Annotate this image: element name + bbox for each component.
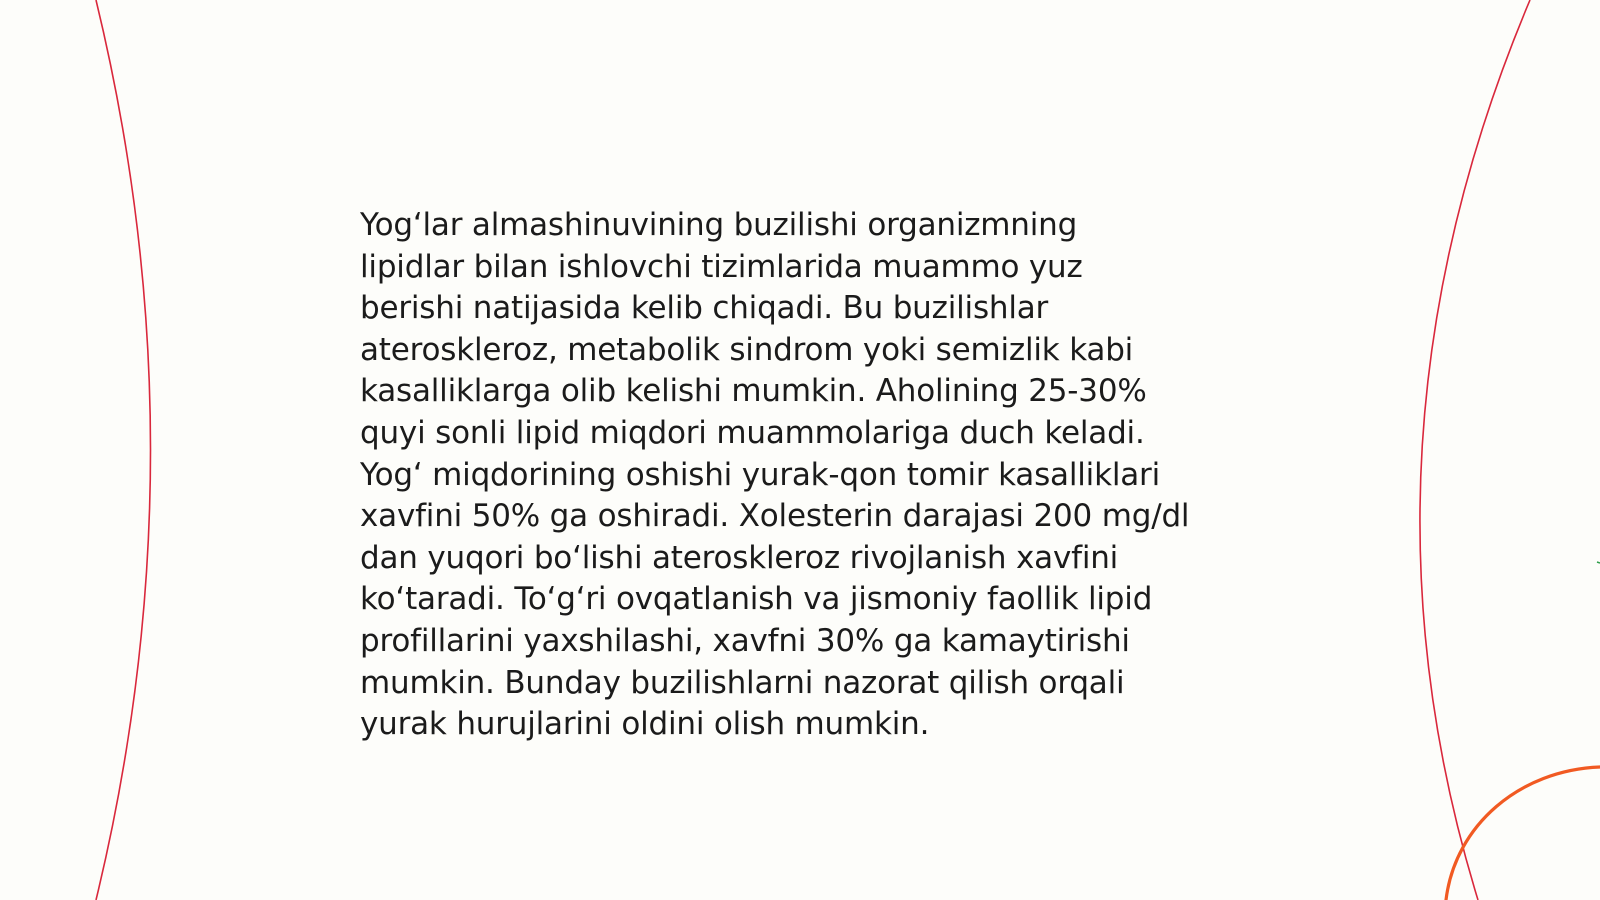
body-text: Yog‘lar almashinuvining buzilishi organizmning lipidlar bilan ishlovchi tizimlarida muammo yuz berishi natijasida kelib chiqadi. Bu buzilishlar ateroskleroz, metabolik sindrom yoki semizlik kabi kasalliklarga olib kelishi mumkin. Aholining 25-30% quyi sonli lipid miqdori muammolariga duch keladi. Yog‘ miqdorining oshishi yurak-qon tomir kasalliklari xavfini 50% ga oshiradi. Xolesterin darajasi 200 mg/dl dan yuqori bo‘lishi ateroskleroz rivojlanish xavfini ko‘taradi. To‘g‘ri ovqatlanish va jismoniy faollik lipid profillarini yaxshilashi, xavfni 30% ga kamaytirishi mumkin. Bunday buzilishlarni nazorat qilish orqali yurak hurujlarini oldini olish mumkin. xyxy=(360,207,1190,743)
orange-arc xyxy=(1446,767,1600,900)
right-curve-line xyxy=(1420,0,1530,900)
left-curve-line xyxy=(96,0,151,900)
